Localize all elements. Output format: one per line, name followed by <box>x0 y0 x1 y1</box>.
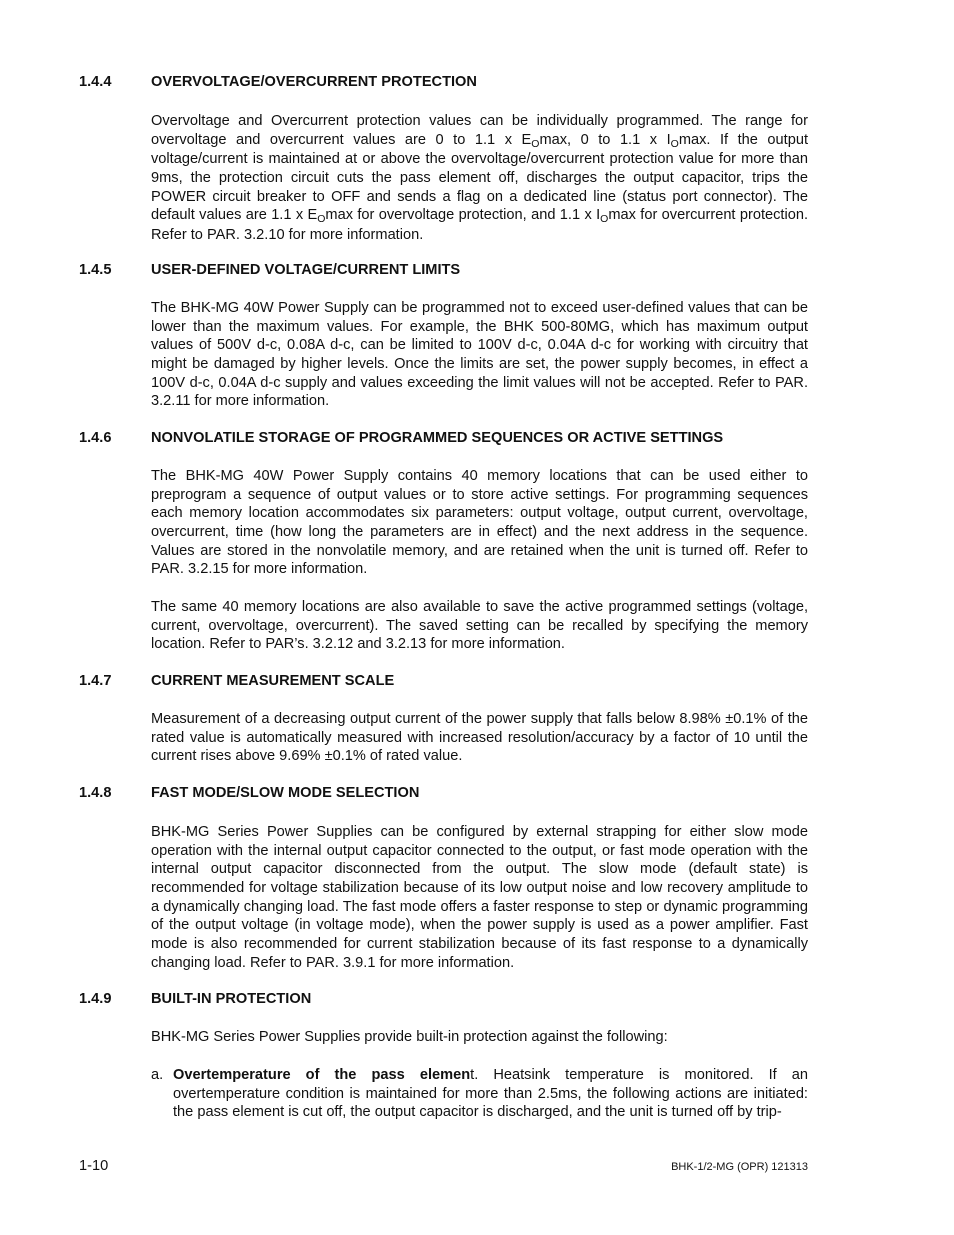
paragraph-fast-slow-mode: BHK-MG Series Power Supplies can be configured by external strapping for either slow mode operation with the internal output capacitor connected to the output, or fast mode operation with the internal output capacitor disconnected from the output. The slow mode (default state) is recommended for voltage stabilization because of its low output noise and low recovery amplitude to a dynamically changing load. The fast mode offers a faster response to step or dynamic programming of the output voltage (in voltage mode), when the power supply is used as a power amplifier. Fast mode is also recommended for current stabilization because of its fast response to a dynamically changing load. Refer to PAR. 3.9.1 for more information. <box>151 824 808 971</box>
section-heading-1-4-9 <box>79 990 311 1008</box>
section-heading-1-4-6 <box>79 429 723 447</box>
page-number: 1-10 <box>79 1158 109 1174</box>
section-title: FAST MODE/SLOW MODE SELECTION <box>151 785 420 801</box>
section-heading-1-4-8 <box>79 784 419 802</box>
section-title: BUILT-IN PROTECTION <box>151 991 312 1007</box>
section-title: NONVOLATILE STORAGE OF PROGRAMMED SEQUENCES OR ACTIVE SETTINGS <box>151 430 724 446</box>
section-number: 1.4.4 <box>79 74 112 90</box>
paragraph-overvoltage: Overvoltage and Overcurrent protection values can be individually programmed. The range for overvoltage and overcurrent values are 0 to 1.1 x $E_O\max$, 0 to 1.1 x $I_O\max$. If the output voltage/current is maintained at or above the overvoltage/overcurrent protection value for more than 9ms, the protection circuit cuts the pass element off, discharges the output capacitor, trips the POWER circuit breaker to OFF and sends a flag on a dedicated line (status port connector). The default values are 1.1 x $E_O\max$ for overvoltage protection, and 1.1 x $I_O\max$ for overcurrent protection. Refer to PAR. 3.2.10 for more information. <box>151 113 808 243</box>
list-item-a <box>151 1066 808 1122</box>
paragraph-nonvolatile-1: The BHK-MG 40W Power Supply contains 40 memory locations that can be used either to preprogram a sequence of output values or to store active settings. For programming sequences each memory location accommodates six parameters: output voltage, output current, overvoltage, overcurrent, time (how long the parameters are in effect) and the next address in the sequence. Values are stored in the nonvolatile memory, and are retained when the unit is turned off. Refer to PAR. 3.2.15 for more information. <box>151 468 808 578</box>
section-number: 1.4.6 <box>79 430 112 446</box>
section-number: 1.4.7 <box>79 673 112 689</box>
list-item-text: Overtemperature of the pass element. Heatsink temperature is monitored. If an overtemperature condition is maintained for more than 2.5ms, the following actions are initiated: the pass element is cut off, the output capacitor is discharged, and the unit is turned off by trip- <box>173 1067 808 1121</box>
section-number: 1.4.5 <box>79 262 112 278</box>
paragraph-user-limits: The BHK-MG 40W Power Supply can be programmed not to exceed user-defined values that can be lower than the maximum values. For example, the BHK 500-80MG, which has maximum output values of 500V d-c, 0.08A d-c, can be limited to 100V d-c, 0.04A d-c for working with circuitry that might be damaged by higher levels. Once the limits are set, the power supply becomes, in effect a 100V d-c, 0.04A d-c supply and values exceeding the limit values will not be accepted. Refer to PAR. 3.2.11 for more information. <box>151 300 808 410</box>
paragraph-nonvolatile-2: The same 40 memory locations are also available to save the active programmed settings (voltage, current, overvoltage, overcurrent). The saved setting can be recalled by specifying the memory location. Refer to PAR’s. 3.2.12 and 3.2.13 for more information. <box>151 599 808 653</box>
section-heading-1-4-5 <box>79 261 460 279</box>
section-title: OVERVOLTAGE/OVERCURRENT PROTECTION <box>151 74 477 90</box>
document-id: BHK-1/2-MG (OPR) 121313 <box>671 1161 808 1173</box>
paragraph-built-in-protection: BHK-MG Series Power Supplies provide built-in protection against the following: <box>151 1029 668 1045</box>
section-number: 1.4.8 <box>79 785 112 801</box>
section-number: 1.4.9 <box>79 991 112 1007</box>
list-item-label: a. <box>151 1067 164 1083</box>
section-heading-1-4-4 <box>79 73 477 91</box>
paragraph-current-scale: Measurement of a decreasing output current of the power supply that falls below 8.98% ±0.1% of the rated value is automatically measured with increased resolution/accuracy by a factor of 10 until the current rises above 9.69% ±0.1% of rated value. <box>151 711 808 765</box>
section-title: CURRENT MEASUREMENT SCALE <box>151 673 395 689</box>
section-title: USER-DEFINED VOLTAGE/CURRENT LIMITS <box>151 262 461 278</box>
section-heading-1-4-7 <box>79 672 394 690</box>
